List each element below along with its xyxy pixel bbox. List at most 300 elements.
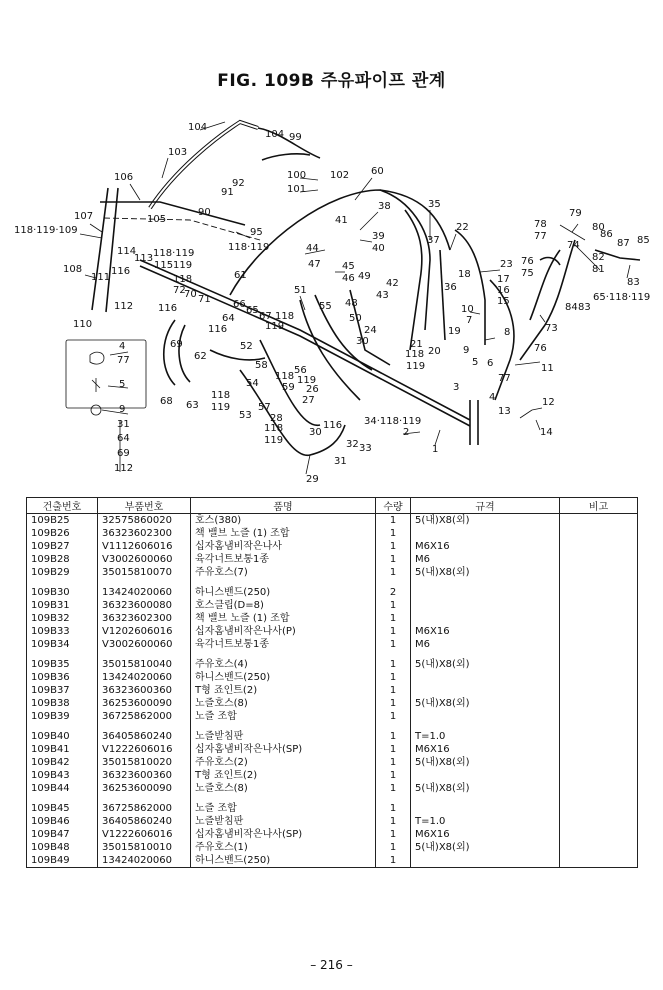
callout-label: 42: [386, 278, 399, 289]
remarks-cell: [560, 710, 638, 723]
part-number-cell: V1222606016: [98, 743, 191, 756]
remarks-cell: [560, 815, 638, 828]
callout-label: 26: [306, 384, 319, 395]
quantity-cell: 1: [376, 566, 411, 579]
quantity-cell: 1: [376, 612, 411, 625]
callout-label: 75: [521, 268, 534, 279]
ref-cell: 109B49: [27, 854, 98, 868]
spec-cell: [411, 684, 560, 697]
callout-label: 5: [472, 357, 479, 368]
quantity-cell: 1: [376, 540, 411, 553]
quantity-cell: 1: [376, 697, 411, 710]
spec-cell: M6X16: [411, 828, 560, 841]
part-number-cell: 13424020060: [98, 854, 191, 868]
spacer-cell: [411, 579, 560, 586]
callout-label: 33: [359, 443, 372, 454]
col-partno-header: 부품번호: [98, 498, 191, 514]
callout-label: 100: [287, 170, 307, 181]
quantity-cell: 1: [376, 553, 411, 566]
callout-label: 60: [371, 166, 384, 177]
part-name-cell: 호스클립(D=8): [191, 599, 376, 612]
callout-label: 65: [246, 305, 259, 316]
spacer-cell: [560, 579, 638, 586]
callout-label: 14: [540, 427, 553, 438]
callout-label: 102: [330, 170, 350, 181]
spec-cell: [411, 671, 560, 684]
spec-cell: [411, 710, 560, 723]
spacer-cell: [411, 651, 560, 658]
callout-label: 31: [334, 456, 347, 467]
quantity-cell: 1: [376, 730, 411, 743]
callout-label: 3: [453, 382, 460, 393]
callout-label: 8: [504, 327, 511, 338]
callout-label: 118: [405, 349, 425, 360]
part-number-cell: 35015810020: [98, 756, 191, 769]
spec-cell: [411, 612, 560, 625]
table-row: [27, 540, 638, 553]
callout-label: 77: [117, 355, 130, 366]
quantity-cell: 2: [376, 586, 411, 599]
table-row: [27, 566, 638, 579]
group-spacer: [27, 723, 638, 730]
callout-label: 82: [592, 252, 605, 263]
ref-cell: 109B44: [27, 782, 98, 795]
callout-label: 18: [458, 269, 471, 280]
callout-label: 110: [73, 319, 93, 330]
callout-label: 71: [198, 294, 211, 305]
ref-cell: 109B34: [27, 638, 98, 651]
table-row: [27, 828, 638, 841]
ref-cell: 109B45: [27, 802, 98, 815]
callout-label: 11: [541, 363, 554, 374]
group-spacer: [27, 579, 638, 586]
callout-label: 118: [275, 311, 295, 322]
ref-cell: 109B39: [27, 710, 98, 723]
callout-label: 23: [500, 259, 513, 270]
part-number-cell: 13424020060: [98, 671, 191, 684]
spec-cell: 5(내)X8(외): [411, 566, 560, 579]
remarks-cell: [560, 802, 638, 815]
table-row: [27, 730, 638, 743]
table-row: [27, 599, 638, 612]
callout-label: 58: [255, 360, 268, 371]
callout-label: 106: [114, 172, 134, 183]
remarks-cell: [560, 514, 638, 528]
part-number-cell: 35015810040: [98, 658, 191, 671]
callout-label: 43: [376, 290, 389, 301]
spec-cell: 5(내)X8(외): [411, 841, 560, 854]
remarks-cell: [560, 782, 638, 795]
callout-label: 61: [234, 270, 247, 281]
spec-cell: M6X16: [411, 625, 560, 638]
callout-label: 27: [302, 395, 315, 406]
callout-label: 112: [114, 301, 134, 312]
ref-cell: 109B30: [27, 586, 98, 599]
callout-label: 32: [346, 439, 359, 450]
quantity-cell: 1: [376, 514, 411, 528]
part-number-cell: 32575860020: [98, 514, 191, 528]
part-name-cell: 십자홈냄비작은나사(P): [191, 625, 376, 638]
quantity-cell: 1: [376, 671, 411, 684]
callout-label: 40: [372, 243, 385, 254]
part-number-cell: 36323600360: [98, 769, 191, 782]
ref-cell: 109B33: [27, 625, 98, 638]
callout-label: 41: [335, 215, 348, 226]
callout-label: 67: [259, 311, 272, 322]
callout-label: 50: [349, 313, 362, 324]
spacer-cell: [560, 723, 638, 730]
part-number-cell: 36725862000: [98, 710, 191, 723]
spec-cell: 5(내)X8(외): [411, 658, 560, 671]
table-row: [27, 553, 638, 566]
callout-label: 64: [222, 313, 235, 324]
callout-label: 118: [275, 371, 295, 382]
table-row: [27, 586, 638, 599]
callout-label: 74: [567, 240, 580, 251]
spacer-cell: [376, 579, 411, 586]
callout-label: 119: [265, 321, 285, 332]
callout-label: 83: [627, 277, 640, 288]
part-name-cell: T형 죠인트(2): [191, 684, 376, 697]
spacer-cell: [376, 723, 411, 730]
spec-cell: M6X16: [411, 540, 560, 553]
callout-label: 4: [119, 341, 126, 352]
callout-label: 39: [372, 231, 385, 242]
page-title: FIG. 109B 주유파이프 관계: [217, 71, 446, 91]
part-number-cell: 13424020060: [98, 586, 191, 599]
group-spacer: [27, 795, 638, 802]
callout-label: 19: [448, 326, 461, 337]
table-row: [27, 769, 638, 782]
spacer-cell: [27, 651, 98, 658]
spec-cell: [411, 599, 560, 612]
callout-label: 95: [250, 227, 263, 238]
callout-label: 78: [534, 219, 547, 230]
spacer-cell: [27, 579, 98, 586]
quantity-cell: 1: [376, 625, 411, 638]
ref-cell: 109B35: [27, 658, 98, 671]
spacer-cell: [376, 795, 411, 802]
quantity-cell: 1: [376, 710, 411, 723]
callout-label: 12: [542, 397, 555, 408]
quantity-cell: 1: [376, 769, 411, 782]
col-name-header: 품명: [191, 498, 376, 514]
quantity-cell: 1: [376, 684, 411, 697]
spec-cell: T=1.0: [411, 815, 560, 828]
callout-label: 48: [345, 298, 358, 309]
remarks-cell: [560, 566, 638, 579]
ref-cell: 109B27: [27, 540, 98, 553]
ref-cell: 109B48: [27, 841, 98, 854]
part-name-cell: 노즐받침판: [191, 815, 376, 828]
spec-cell: [411, 854, 560, 868]
callout-label: 9: [119, 404, 126, 415]
part-name-cell: T형 죠인트(2): [191, 769, 376, 782]
callout-label: 4: [489, 392, 496, 403]
spec-cell: 5(내)X8(외): [411, 756, 560, 769]
part-number-cell: 36323600080: [98, 599, 191, 612]
callout-label: 65·118·119: [593, 292, 651, 303]
spacer-cell: [98, 723, 191, 730]
page-number: – 216 –: [310, 958, 353, 972]
quantity-cell: 1: [376, 854, 411, 868]
callout-label: 68: [160, 396, 173, 407]
table-row: [27, 743, 638, 756]
callout-label: 13: [498, 406, 511, 417]
callout-label: 86: [600, 229, 613, 240]
part-number-cell: 36323600360: [98, 684, 191, 697]
quantity-cell: 1: [376, 828, 411, 841]
callout-label: 72: [173, 285, 186, 296]
remarks-cell: [560, 540, 638, 553]
part-name-cell: 십자홈냄비작은나사: [191, 540, 376, 553]
callout-label: 57: [258, 402, 271, 413]
callout-label: 119: [211, 402, 231, 413]
part-number-cell: 36323602300: [98, 612, 191, 625]
callout-label: 49: [358, 271, 371, 282]
callout-label: 69: [170, 339, 183, 350]
part-number-cell: 35015810010: [98, 841, 191, 854]
part-name-cell: 주유호스(4): [191, 658, 376, 671]
callout-label: 118: [264, 423, 284, 434]
ref-cell: 109B31: [27, 599, 98, 612]
quantity-cell: 1: [376, 756, 411, 769]
ref-cell: 109B29: [27, 566, 98, 579]
ref-cell: 109B28: [27, 553, 98, 566]
part-name-cell: 하니스밴드(250): [191, 586, 376, 599]
callout-label: 118: [211, 390, 231, 401]
callout-label: 20: [428, 346, 441, 357]
callout-label: 24: [364, 325, 377, 336]
callout-label: 76: [534, 343, 547, 354]
part-name-cell: 주유호스(2): [191, 756, 376, 769]
table-row: [27, 841, 638, 854]
quantity-cell: 1: [376, 638, 411, 651]
remarks-cell: [560, 671, 638, 684]
table-row: [27, 782, 638, 795]
spec-cell: 5(내)X8(외): [411, 514, 560, 528]
part-number-cell: V1222606016: [98, 828, 191, 841]
ref-cell: 109B26: [27, 527, 98, 540]
callout-label: 119: [173, 260, 193, 271]
spacer-cell: [191, 651, 376, 658]
remarks-cell: [560, 841, 638, 854]
callout-label: 84: [565, 302, 578, 313]
callout-label: 2: [403, 427, 410, 438]
ref-cell: 109B37: [27, 684, 98, 697]
part-name-cell: 노즐받침판: [191, 730, 376, 743]
part-name-cell: 십자홈냄비작은나사(SP): [191, 828, 376, 841]
remarks-cell: [560, 625, 638, 638]
spacer-cell: [560, 795, 638, 802]
callout-label: 79: [569, 208, 582, 219]
callout-label: 119: [264, 435, 284, 446]
quantity-cell: 1: [376, 841, 411, 854]
col-spec-header: 규격: [411, 498, 560, 514]
part-name-cell: 주유호스(7): [191, 566, 376, 579]
callout-label: 21: [410, 339, 423, 350]
quantity-cell: 1: [376, 743, 411, 756]
callout-label: 80: [592, 222, 605, 233]
callout-label: 30: [356, 336, 369, 347]
callout-label: 64: [117, 433, 130, 444]
table-row: [27, 854, 638, 868]
part-number-cell: 36253600090: [98, 697, 191, 710]
quantity-cell: 1: [376, 658, 411, 671]
callout-label: 56: [294, 365, 307, 376]
callout-label: 91: [221, 187, 234, 198]
callout-label: 31: [117, 419, 130, 430]
spacer-cell: [191, 795, 376, 802]
part-name-cell: 하니스밴드(250): [191, 671, 376, 684]
callout-label: 5: [119, 379, 126, 390]
callout-label: 115: [154, 260, 174, 271]
callout-label: 44: [306, 243, 319, 254]
quantity-cell: 1: [376, 527, 411, 540]
remarks-cell: [560, 854, 638, 868]
callout-label: 17: [497, 274, 510, 285]
callout-label: 76: [521, 256, 534, 267]
callout-label: 87: [617, 238, 630, 249]
callout-label: 77: [498, 373, 511, 384]
callout-label: 10: [461, 304, 474, 315]
remarks-cell: [560, 553, 638, 566]
remarks-cell: [560, 586, 638, 599]
callout-label: 77: [534, 231, 547, 242]
callout-label: 1: [432, 444, 439, 455]
table-row: [27, 684, 638, 697]
callout-label: 47: [308, 259, 321, 270]
callout-label: 54: [246, 378, 259, 389]
ref-cell: 109B47: [27, 828, 98, 841]
callout-label: 90: [198, 207, 211, 218]
spacer-cell: [411, 723, 560, 730]
callout-label: 116: [323, 420, 343, 431]
ref-cell: 109B43: [27, 769, 98, 782]
part-number-cell: 35015810070: [98, 566, 191, 579]
part-name-cell: 하니스밴드(250): [191, 854, 376, 868]
callout-label: 112: [114, 463, 134, 474]
part-name-cell: 노즐호스(8): [191, 697, 376, 710]
remarks-cell: [560, 769, 638, 782]
callout-label: 103: [168, 147, 188, 158]
table-row: [27, 625, 638, 638]
table-row: [27, 514, 638, 528]
spec-cell: M6X16: [411, 743, 560, 756]
callout-label: 7: [466, 315, 473, 326]
spec-cell: [411, 586, 560, 599]
ref-cell: 109B40: [27, 730, 98, 743]
part-name-cell: 주유호스(1): [191, 841, 376, 854]
table-row: [27, 658, 638, 671]
part-number-cell: V3002600060: [98, 553, 191, 566]
callout-label: 22: [456, 222, 469, 233]
callout-label: 70: [184, 289, 197, 300]
spacer-cell: [411, 795, 560, 802]
quantity-cell: 1: [376, 599, 411, 612]
part-number-cell: V1112606016: [98, 540, 191, 553]
callout-label: 63: [186, 400, 199, 411]
callout-label: 52: [240, 341, 253, 352]
table-row: [27, 802, 638, 815]
spacer-cell: [98, 795, 191, 802]
remarks-cell: [560, 756, 638, 769]
table-row: [27, 638, 638, 651]
callout-label: 114: [117, 246, 137, 257]
callout-label: 55: [319, 301, 332, 312]
callout-label: 101: [287, 184, 307, 195]
callout-label: 116: [158, 303, 178, 314]
part-name-cell: 육각너트보통1종: [191, 638, 376, 651]
remarks-cell: [560, 697, 638, 710]
spec-cell: [411, 802, 560, 815]
remarks-cell: [560, 612, 638, 625]
callout-label: 38: [378, 201, 391, 212]
callout-label: 62: [194, 351, 207, 362]
callout-label: 45: [342, 261, 355, 272]
callout-label: 119: [406, 361, 426, 372]
remarks-cell: [560, 638, 638, 651]
callout-label: 83: [578, 302, 591, 313]
callout-label: 104: [188, 122, 208, 133]
col-qty-header: 수량: [376, 498, 411, 514]
callout-label: 111: [91, 272, 111, 283]
callout-label: 118: [173, 274, 193, 285]
parts-table-body: [27, 514, 638, 868]
table-row: [27, 710, 638, 723]
remarks-cell: [560, 828, 638, 841]
ref-cell: 109B36: [27, 671, 98, 684]
callout-label: 28: [270, 413, 283, 424]
piping-diagram: [0, 100, 663, 490]
quantity-cell: 1: [376, 782, 411, 795]
part-name-cell: 노즐 조합: [191, 710, 376, 723]
part-name-cell: 책 밸브 노즐 (1) 조합: [191, 612, 376, 625]
part-number-cell: 36253600090: [98, 782, 191, 795]
ref-cell: 109B32: [27, 612, 98, 625]
callout-label: 119: [297, 375, 317, 386]
callout-label: 107: [74, 211, 94, 222]
col-ref-header: 건출번호: [27, 498, 98, 514]
part-number-cell: 36323602300: [98, 527, 191, 540]
spacer-cell: [98, 651, 191, 658]
part-number-cell: 36725862000: [98, 802, 191, 815]
part-name-cell: 노즐 조합: [191, 802, 376, 815]
col-remarks-header: 비고: [560, 498, 638, 514]
callout-label: 81: [592, 264, 605, 275]
spec-cell: 5(내)X8(외): [411, 697, 560, 710]
callout-label: 113: [134, 253, 154, 264]
callout-label: 66: [233, 299, 246, 310]
callout-label: 69: [117, 448, 130, 459]
callout-label: 92: [232, 178, 245, 189]
spacer-cell: [376, 651, 411, 658]
quantity-cell: 1: [376, 802, 411, 815]
spec-cell: [411, 769, 560, 782]
table-row: [27, 756, 638, 769]
callout-label: 6: [487, 358, 494, 369]
callout-label: 104: [265, 129, 285, 140]
callout-label: 15: [497, 296, 510, 307]
part-number-cell: 36405860240: [98, 815, 191, 828]
ref-cell: 109B41: [27, 743, 98, 756]
spec-cell: M6: [411, 638, 560, 651]
spec-cell: T=1.0: [411, 730, 560, 743]
table-header-row: [27, 498, 638, 514]
callout-label: 99: [289, 132, 302, 143]
spacer-cell: [98, 579, 191, 586]
callout-label: 118·119: [153, 248, 195, 259]
